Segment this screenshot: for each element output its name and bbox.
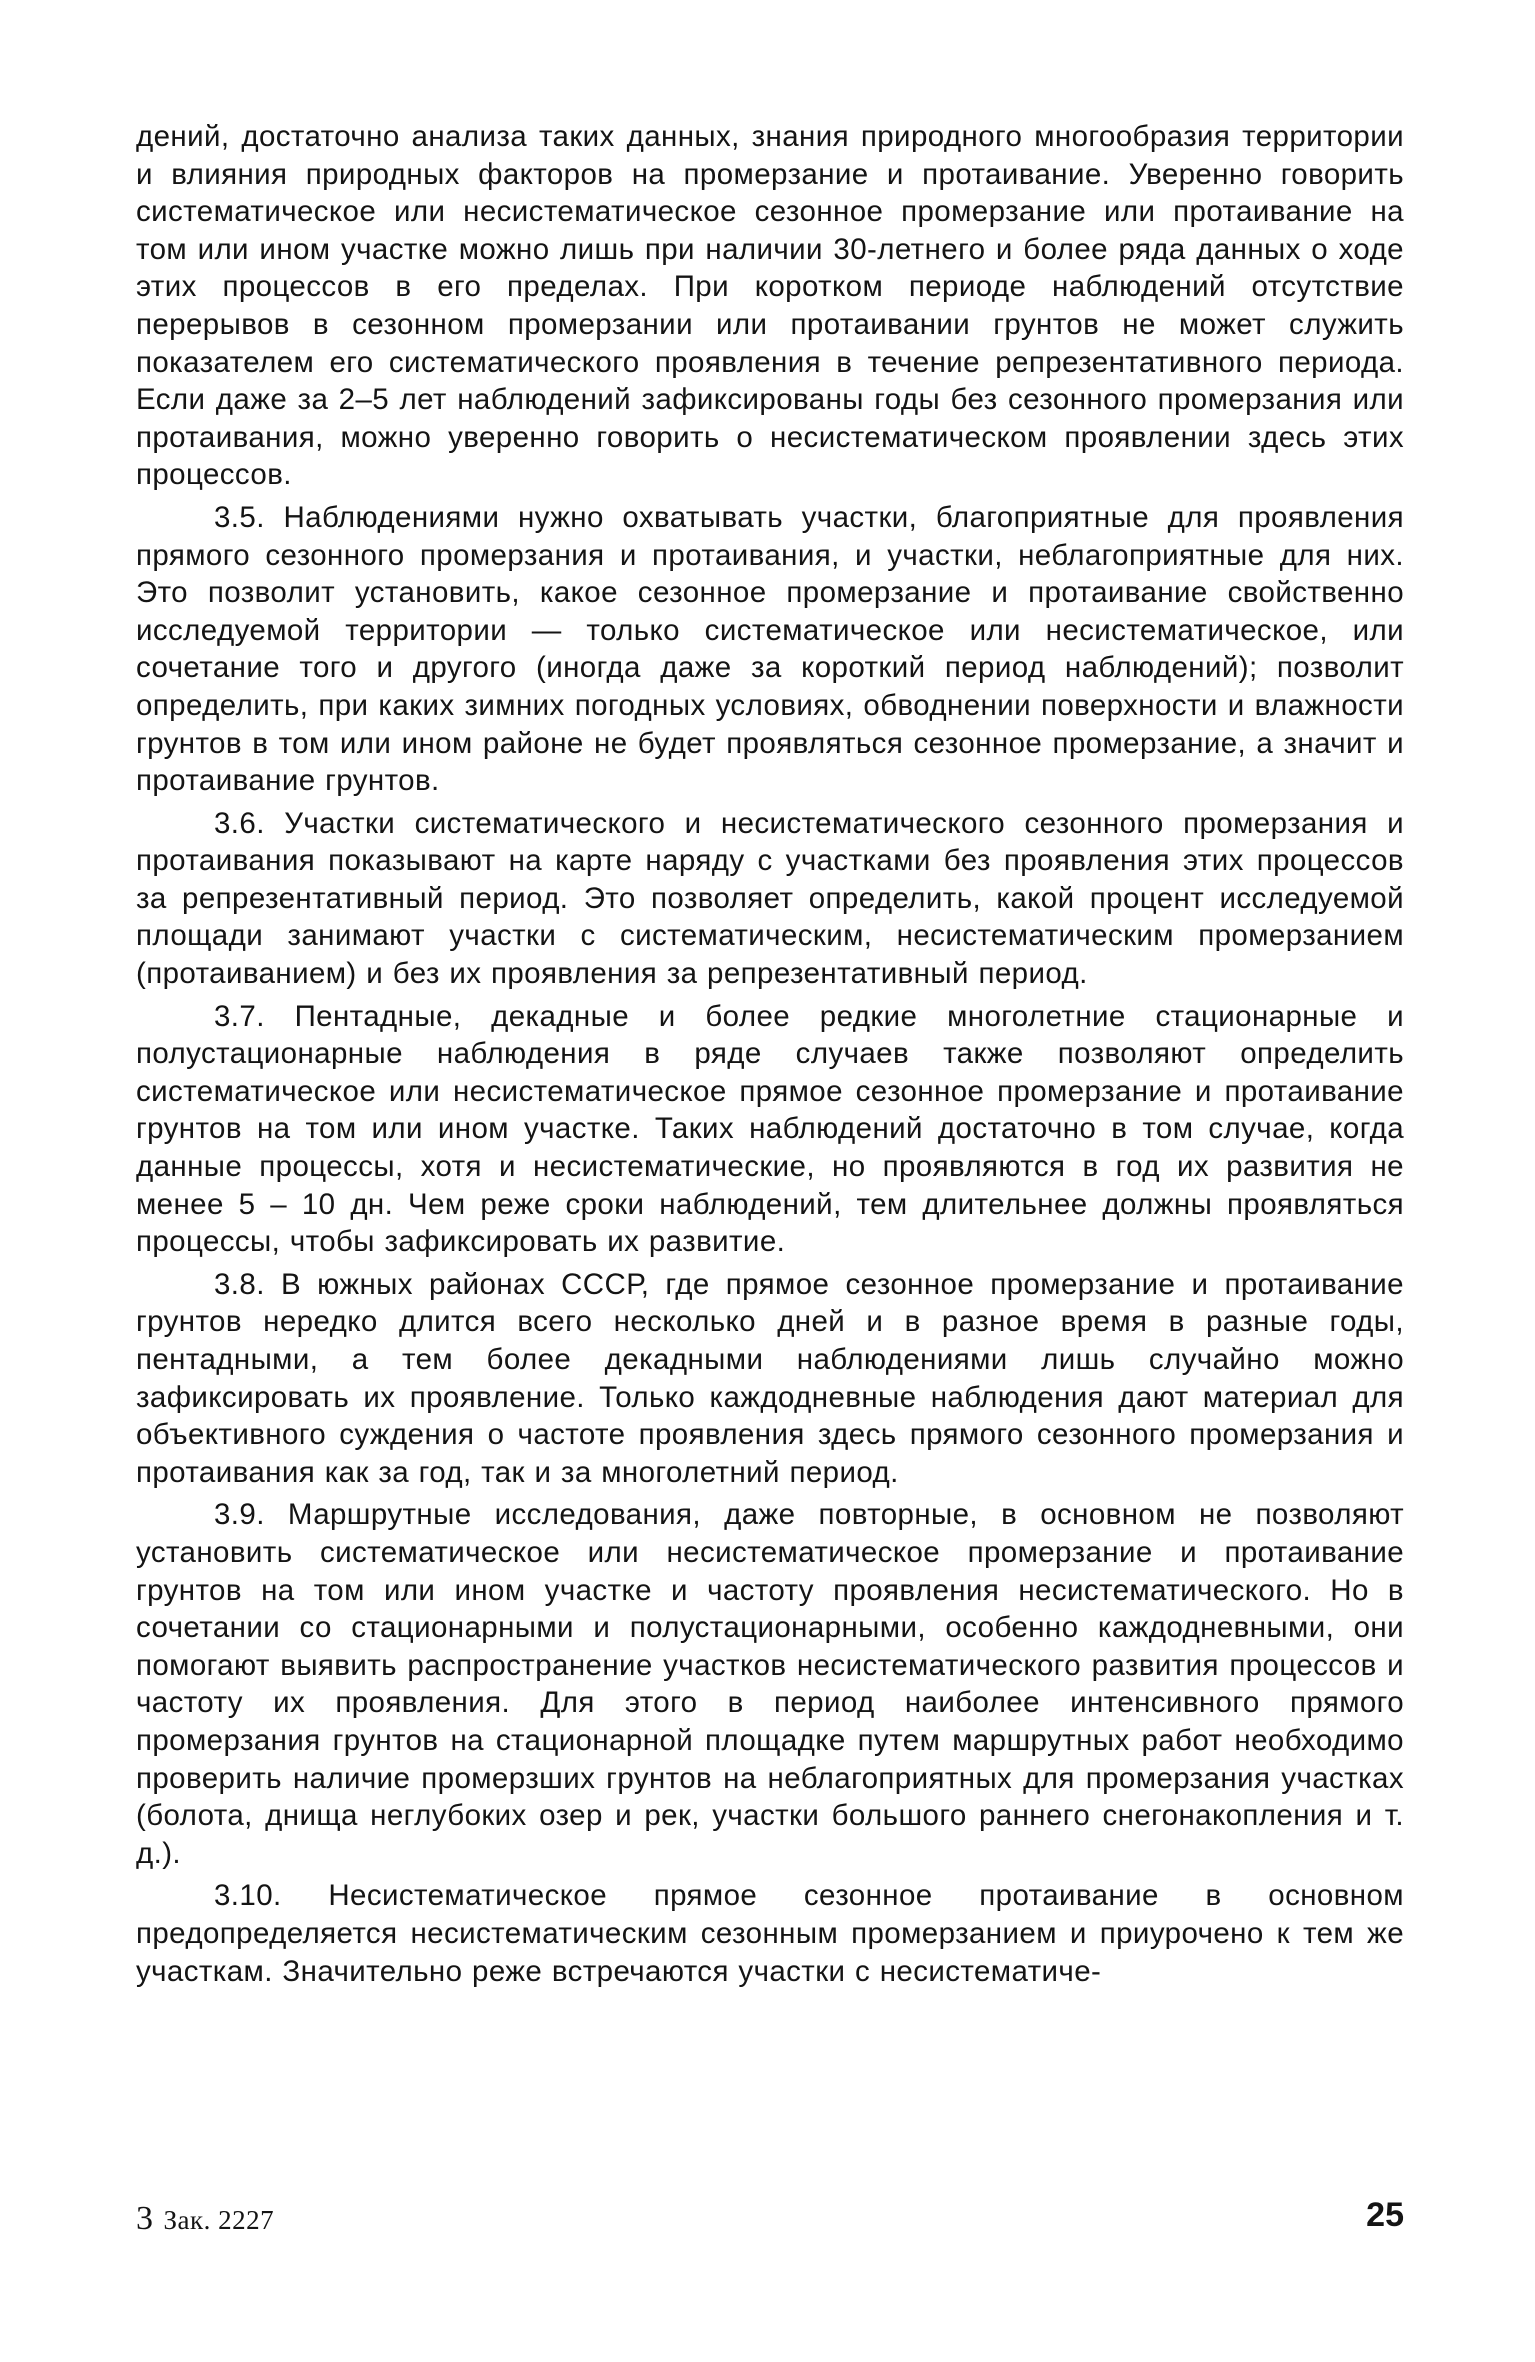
paragraph-3-8: [136, 1266, 1404, 1492]
paragraph-number: 3.7.: [214, 999, 265, 1033]
print-signature: [136, 2200, 274, 2238]
paragraph-number: 3.5.: [214, 500, 265, 534]
paragraph-text: Пентадные, декадные и более редкие многолетние стационарные и полустационарные наблюдения в ряде случаев также позволяют определить систематическое или несистематическое прямое сезонное промерзание и протаивание грунтов на том или ином участке. Таких наблюдений достаточно в том случае, когда данные процессы, хотя и несистематические, но проявляются в год их развития не менее 5 – 10 дн. Чем реже сроки наблюдений, тем длительнее должны проявляться процессы, чтобы зафиксировать их развитие.: [136, 999, 1404, 1259]
paragraph-3-7: [136, 998, 1404, 1261]
paragraph-number: 3.10.: [214, 1879, 282, 1913]
paragraph-text: Наблюдениями нужно охватывать участки, благоприятные для проявления прямого сезонного промерзания и протаивания, и участки, неблагоприятные для них. Это позволит установить, какое сезонное промерзание и протаивание свойственно исследуемой территории — только систематическое или несистематическое, или сочетание того и другого (иногда даже за короткий период наблюдений); позволит определить, при каких зимних погодных условиях, обводнении поверхности и влажности грунтов в том или ином районе не будет проявляться сезонное промерзание, а значит и протаивание грунтов.: [136, 500, 1404, 798]
paragraph-number: 3.9.: [214, 1498, 265, 1532]
page-body: [136, 118, 1404, 2298]
page-footer: [136, 2196, 1404, 2246]
paragraph-continuation: [136, 118, 1404, 494]
paragraph-text: Участки систематического и несистематического сезонного промерзания и протаивания показывают на карте наряду с участками без проявления этих процессов за репрезентативный период. Это позволяет определить, какой процент исследуемой площади занимают участки с систематическим, несистематическим промерзанием (протаиванием) и без их проявления за репрезентативный период.: [136, 806, 1404, 991]
paragraph-3-6: [136, 805, 1404, 993]
paragraph-text: Несистематическое прямое сезонное протаивание в основном предопределяется несистематическим сезонным промерзанием и приурочено к тем же участкам. Значительно реже встречаются участки с несистематиче-: [136, 1879, 1404, 1988]
paragraph-3-10: [136, 1877, 1404, 1990]
paragraph-3-5: [136, 499, 1404, 800]
paragraph-text: В южных районах СССР, где прямое сезонное промерзание и протаивание грунтов нередко длится всего несколько дней и в разное время в разные годы, пентадными, а тем более декадными наблюдениями лишь случайно можно зафиксировать их проявление. Только каждодневные наблюдения дают материал для объективного суждения о частоте проявления здесь прямого сезонного промерзания и протаивания как за год, так и за многолетний период.: [136, 1267, 1404, 1489]
signature-text: Зак. 2227: [163, 2205, 275, 2235]
paragraph-text: Маршрутные исследования, даже повторные, в основном не позволяют установить систематическое или несистематическое промерзание и протаивание грунтов на том или ином участке и частоту проявления несистематического. Но в сочетании со стационарными и полустационарными, особенно каждодневными, они помогают выявить распространение участков несистематического развития процессов и частоту их проявления. Для этого в период наиболее интенсивного прямого промерзания грунтов на стационарной площадке путем маршрутных работ необходимо проверить наличие промерзших грунтов на неблагоприятных для промерзания участках (болота, днища неглубоких озер и рек, участки большого раннего снегонакопления и т. д.).: [136, 1498, 1404, 1870]
paragraph-3-9: [136, 1496, 1404, 1872]
paragraph-number: 3.6.: [214, 806, 265, 840]
paragraph-text: дений, достаточно анализа таких данных, знания природного многообразия территории и влияния природных факторов на промерзание и протаивание. Уверенно говорить систематическое или несистематическое сезонное промерзание или протаивание на том или ином участке можно лишь при наличии 30-летнего и более ряда данных о ходе этих процессов в его пределах. При коротком периоде наблюдений отсутствие перерывов в сезонном промерзании или протаивании грунтов не может служить показателем его систематического проявления в течение репрезентативного периода. Если даже за 2–5 лет наблюдений зафиксированы годы без сезонного промерзания или протаивания, можно уверенно говорить о несистематическом проявлении здесь этих процессов.: [136, 120, 1404, 492]
page-number: 25: [1366, 2196, 1404, 2234]
paragraph-number: 3.8.: [214, 1267, 265, 1301]
signature-number: 3: [136, 2200, 154, 2237]
